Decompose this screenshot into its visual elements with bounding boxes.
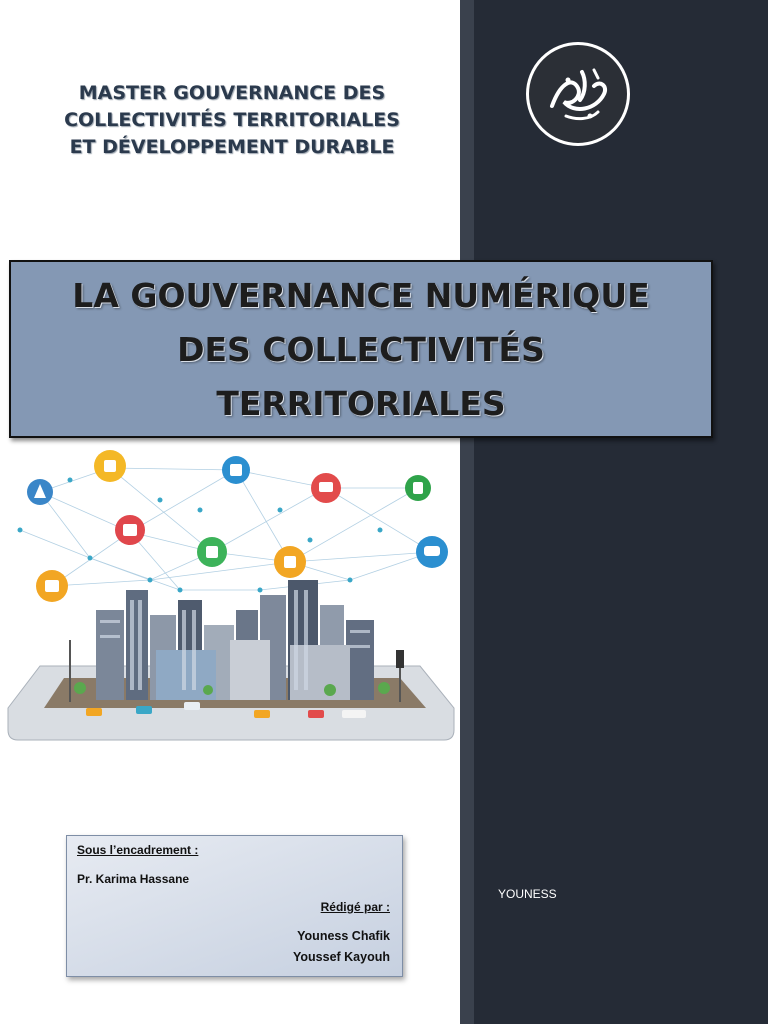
- calligraphy-logo-graphic: [538, 54, 618, 134]
- main-title-line: LA GOUVERNANCE NUMÉRIQUE: [72, 276, 650, 315]
- sidebar-panel: [460, 0, 768, 1024]
- master-title-line: COLLECTIVITÉS TERRITORIALES: [64, 109, 400, 131]
- master-title-line: MASTER GOUVERNANCE DES: [78, 82, 386, 104]
- author-name: Youness Chafik: [297, 929, 390, 943]
- calligraphy-logo-icon: [526, 42, 630, 146]
- supervision-box: [66, 835, 403, 977]
- supervisor-name: Pr. Karima Hassane: [77, 872, 190, 886]
- master-program-title: [52, 80, 412, 161]
- master-title-line: ET DÉVELOPPEMENT DURABLE: [69, 136, 395, 158]
- smart-city-illustration: [0, 440, 460, 760]
- main-title-box: [9, 260, 713, 438]
- sidebar-name: YOUNESS: [498, 887, 557, 901]
- supervision-label: Sous l’encadrement :: [77, 843, 199, 857]
- author-label: Rédigé par :: [320, 900, 390, 914]
- author-name: Youssef Kayouh: [292, 950, 390, 964]
- main-title-line: DES COLLECTIVITÉS: [177, 330, 545, 369]
- main-title: [72, 269, 649, 431]
- sidebar-edge: [460, 0, 474, 1024]
- main-title-line: TERRITORIALES: [216, 384, 506, 423]
